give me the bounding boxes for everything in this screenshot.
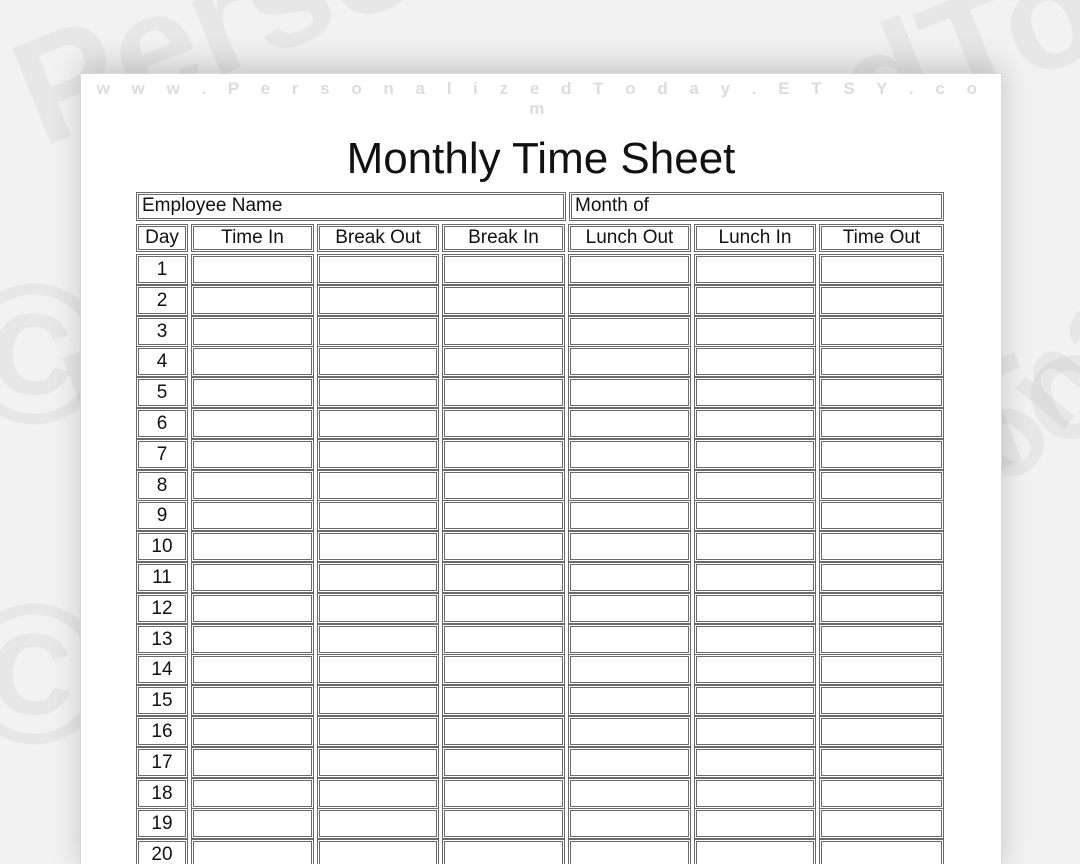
lunch-in-cell[interactable] [694, 500, 816, 531]
break-out-cell[interactable] [317, 346, 439, 377]
month-field[interactable] [569, 192, 944, 221]
table-row [136, 716, 944, 747]
break-out-cell[interactable] [317, 316, 439, 347]
lunch-out-cell[interactable] [568, 747, 691, 778]
day-number: 5 [136, 377, 188, 408]
break-out-cell[interactable] [317, 808, 439, 839]
day-number: 4 [136, 346, 188, 377]
time-in-cell[interactable] [191, 316, 314, 347]
time-in-cell[interactable] [191, 839, 314, 864]
lunch-in-cell[interactable] [694, 377, 816, 408]
time-in-cell[interactable] [191, 716, 314, 747]
day-number: 18 [136, 778, 188, 809]
table-row [136, 254, 944, 285]
break-out-cell[interactable] [317, 439, 439, 470]
table-row [136, 531, 944, 562]
lunch-in-cell[interactable] [694, 624, 816, 655]
time-out-cell[interactable] [819, 316, 944, 347]
break-in-cell[interactable] [442, 593, 565, 624]
day-number: 14 [136, 654, 188, 685]
day-number: 20 [136, 839, 188, 864]
table-row [136, 839, 944, 864]
lunch-out-cell[interactable] [568, 685, 691, 716]
break-out-cell[interactable] [317, 685, 439, 716]
lunch-in-cell[interactable] [694, 316, 816, 347]
time-out-cell[interactable] [819, 716, 944, 747]
table-row [136, 316, 944, 347]
time-out-cell[interactable] [819, 562, 944, 593]
break-out-cell[interactable] [317, 716, 439, 747]
break-out-cell[interactable] [317, 778, 439, 809]
lunch-in-cell[interactable] [694, 439, 816, 470]
break-in-cell[interactable] [442, 747, 565, 778]
day-number: 15 [136, 685, 188, 716]
time-out-cell[interactable] [819, 778, 944, 809]
column-header-break-out: Break Out [317, 224, 439, 252]
day-number: 19 [136, 808, 188, 839]
time-in-cell[interactable] [191, 470, 314, 501]
table-row [136, 778, 944, 809]
time-in-cell[interactable] [191, 531, 314, 562]
break-out-cell[interactable] [317, 254, 439, 285]
table-row [136, 377, 944, 408]
day-number: 11 [136, 562, 188, 593]
table-row [136, 808, 944, 839]
employee-name-label: Employee Name [142, 195, 283, 216]
break-in-cell[interactable] [442, 316, 565, 347]
lunch-in-cell[interactable] [694, 654, 816, 685]
break-out-cell[interactable] [317, 839, 439, 864]
day-number: 1 [136, 254, 188, 285]
break-out-cell[interactable] [317, 531, 439, 562]
time-out-cell[interactable] [819, 500, 944, 531]
column-header-break-in: Break In [442, 224, 565, 252]
lunch-in-cell[interactable] [694, 285, 816, 316]
break-out-cell[interactable] [317, 654, 439, 685]
lunch-in-cell[interactable] [694, 531, 816, 562]
time-in-cell[interactable] [191, 624, 314, 655]
time-in-cell[interactable] [191, 346, 314, 377]
time-in-cell[interactable] [191, 439, 314, 470]
column-header-lunch-in: Lunch In [694, 224, 816, 252]
break-out-cell[interactable] [317, 562, 439, 593]
lunch-out-cell[interactable] [568, 778, 691, 809]
break-out-cell[interactable] [317, 285, 439, 316]
break-in-cell[interactable] [442, 562, 565, 593]
table-row [136, 346, 944, 377]
time-in-cell[interactable] [191, 285, 314, 316]
break-in-cell[interactable] [442, 685, 565, 716]
time-out-cell[interactable] [819, 470, 944, 501]
break-out-cell[interactable] [317, 408, 439, 439]
break-in-cell[interactable] [442, 346, 565, 377]
day-number: 9 [136, 500, 188, 531]
lunch-in-cell[interactable] [694, 254, 816, 285]
lunch-out-cell[interactable] [568, 716, 691, 747]
break-out-cell[interactable] [317, 500, 439, 531]
break-out-cell[interactable] [317, 624, 439, 655]
time-in-cell[interactable] [191, 654, 314, 685]
lunch-out-cell[interactable] [568, 285, 691, 316]
table-row [136, 562, 944, 593]
lunch-out-cell[interactable] [568, 839, 691, 864]
day-number: 7 [136, 439, 188, 470]
time-in-cell[interactable] [191, 254, 314, 285]
month-label: Month of [575, 195, 649, 216]
table-row [136, 624, 944, 655]
time-out-cell[interactable] [819, 408, 944, 439]
time-out-cell[interactable] [819, 346, 944, 377]
time-out-cell[interactable] [819, 531, 944, 562]
column-header-time-out: Time Out [819, 224, 944, 252]
lunch-in-cell[interactable] [694, 470, 816, 501]
column-header-row [136, 224, 944, 252]
break-out-cell[interactable] [317, 470, 439, 501]
day-number: 3 [136, 316, 188, 347]
lunch-in-cell[interactable] [694, 346, 816, 377]
break-in-cell[interactable] [442, 254, 565, 285]
lunch-in-cell[interactable] [694, 839, 816, 864]
table-row [136, 654, 944, 685]
time-sheet-page [80, 73, 1002, 864]
day-number: 16 [136, 716, 188, 747]
table-row [136, 470, 944, 501]
time-in-cell[interactable] [191, 593, 314, 624]
lunch-out-cell[interactable] [568, 408, 691, 439]
table-row [136, 747, 944, 778]
time-out-cell[interactable] [819, 439, 944, 470]
time-out-cell[interactable] [819, 285, 944, 316]
break-in-cell[interactable] [442, 377, 565, 408]
break-in-cell[interactable] [442, 439, 565, 470]
time-out-cell[interactable] [819, 593, 944, 624]
break-in-cell[interactable] [442, 285, 565, 316]
table-row [136, 439, 944, 470]
lunch-out-cell[interactable] [568, 439, 691, 470]
day-number: 8 [136, 470, 188, 501]
lunch-in-cell[interactable] [694, 593, 816, 624]
column-header-time-in: Time In [191, 224, 314, 252]
day-number: 6 [136, 408, 188, 439]
time-out-cell[interactable] [819, 254, 944, 285]
time-in-cell[interactable] [191, 377, 314, 408]
time-out-cell[interactable] [819, 685, 944, 716]
employee-name-field[interactable] [136, 192, 566, 221]
time-in-cell[interactable] [191, 747, 314, 778]
lunch-in-cell[interactable] [694, 778, 816, 809]
shop-url: w w w . P e r s o n a l i z e d T o d a y . E T S Y . c o m [96, 79, 986, 118]
break-out-cell[interactable] [317, 593, 439, 624]
lunch-out-cell[interactable] [568, 316, 691, 347]
break-out-cell[interactable] [317, 377, 439, 408]
time-in-cell[interactable] [191, 808, 314, 839]
info-row [136, 192, 944, 221]
time-out-cell[interactable] [819, 839, 944, 864]
table-row [136, 685, 944, 716]
break-in-cell[interactable] [442, 624, 565, 655]
table-row [136, 593, 944, 624]
lunch-in-cell[interactable] [694, 408, 816, 439]
lunch-out-cell[interactable] [568, 593, 691, 624]
lunch-in-cell[interactable] [694, 747, 816, 778]
lunch-in-cell[interactable] [694, 716, 816, 747]
day-rows [136, 254, 944, 864]
break-in-cell[interactable] [442, 470, 565, 501]
time-in-cell[interactable] [191, 562, 314, 593]
lunch-out-cell[interactable] [568, 377, 691, 408]
lunch-out-cell[interactable] [568, 531, 691, 562]
time-in-cell[interactable] [191, 500, 314, 531]
column-header-lunch-out: Lunch Out [568, 224, 691, 252]
day-number: 17 [136, 747, 188, 778]
break-in-cell[interactable] [442, 839, 565, 864]
day-number: 13 [136, 624, 188, 655]
lunch-out-cell[interactable] [568, 500, 691, 531]
lunch-in-cell[interactable] [694, 562, 816, 593]
break-in-cell[interactable] [442, 408, 565, 439]
time-in-cell[interactable] [191, 408, 314, 439]
break-in-cell[interactable] [442, 778, 565, 809]
table-row [136, 500, 944, 531]
lunch-in-cell[interactable] [694, 685, 816, 716]
lunch-out-cell[interactable] [568, 346, 691, 377]
day-number: 12 [136, 593, 188, 624]
time-out-cell[interactable] [819, 624, 944, 655]
break-in-cell[interactable] [442, 716, 565, 747]
time-out-cell[interactable] [819, 654, 944, 685]
column-header-day: Day [136, 224, 188, 252]
time-in-cell[interactable] [191, 778, 314, 809]
lunch-out-cell[interactable] [568, 654, 691, 685]
break-in-cell[interactable] [442, 654, 565, 685]
lunch-out-cell[interactable] [568, 470, 691, 501]
day-number: 10 [136, 531, 188, 562]
day-number: 2 [136, 285, 188, 316]
break-in-cell[interactable] [442, 531, 565, 562]
lunch-in-cell[interactable] [694, 808, 816, 839]
lunch-out-cell[interactable] [568, 624, 691, 655]
time-out-cell[interactable] [819, 747, 944, 778]
break-out-cell[interactable] [317, 747, 439, 778]
time-sheet-table [136, 192, 944, 864]
page-title: Monthly Time Sheet [346, 134, 736, 183]
table-row [136, 408, 944, 439]
lunch-out-cell[interactable] [568, 808, 691, 839]
time-in-cell[interactable] [191, 685, 314, 716]
time-out-cell[interactable] [819, 808, 944, 839]
break-in-cell[interactable] [442, 808, 565, 839]
break-in-cell[interactable] [442, 500, 565, 531]
lunch-out-cell[interactable] [568, 254, 691, 285]
time-out-cell[interactable] [819, 377, 944, 408]
table-row [136, 285, 944, 316]
lunch-out-cell[interactable] [568, 562, 691, 593]
